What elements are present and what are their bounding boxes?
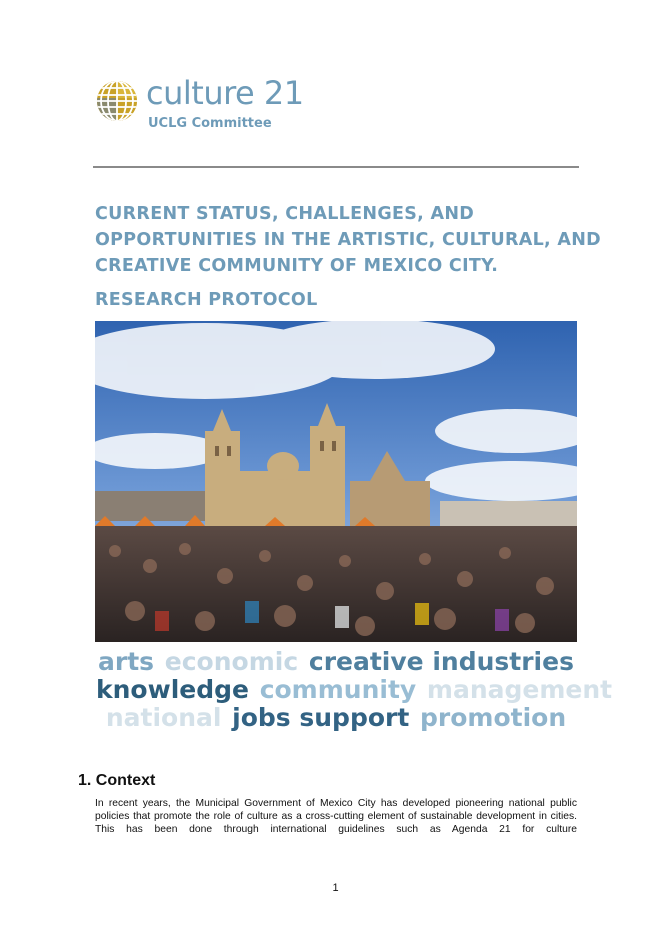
keyword: knowledge xyxy=(96,675,249,704)
cover-photo xyxy=(95,321,577,642)
keyword-row xyxy=(95,675,613,704)
title-line: CURRENT STATUS, CHALLENGES, AND xyxy=(95,204,475,224)
body-line: policies that promote the role of culture as a cross-cutting element of sustainable development in cities. xyxy=(95,811,577,822)
keyword: community xyxy=(259,675,417,704)
title-line: CREATIVE COMMUNITY OF MEXICO CITY. xyxy=(95,256,499,276)
title-line: OPPORTUNITIES IN THE ARTISTIC, CULTURAL, AND xyxy=(95,230,601,250)
body-line: This has been done through international guidelines such as Agenda 21 for culture xyxy=(95,824,577,835)
keyword: arts xyxy=(98,647,155,676)
keyword-row xyxy=(95,648,577,676)
document-title xyxy=(95,201,601,279)
page-number: 1 xyxy=(332,882,339,894)
body-line: In recent years, the Municipal Government of Mexico City has developed pioneering national public xyxy=(95,798,577,809)
keyword: economic xyxy=(164,647,299,676)
globe-icon xyxy=(96,80,138,122)
keyword-cloud xyxy=(95,647,613,732)
logo-subtitle: UCLG Committee xyxy=(148,116,272,131)
keyword-row xyxy=(95,704,577,732)
section-heading: 1. Context xyxy=(78,772,156,789)
logo-title: culture 21 xyxy=(146,74,304,112)
keyword: promotion xyxy=(420,703,567,732)
keyword: jobs support xyxy=(232,703,410,732)
keyword: creative industries xyxy=(308,647,574,676)
document-subtitle: RESEARCH PROTOCOL xyxy=(95,290,318,310)
section-body xyxy=(95,797,577,836)
keyword: national xyxy=(105,703,222,732)
keyword: management xyxy=(426,675,613,704)
header-divider xyxy=(93,166,579,168)
